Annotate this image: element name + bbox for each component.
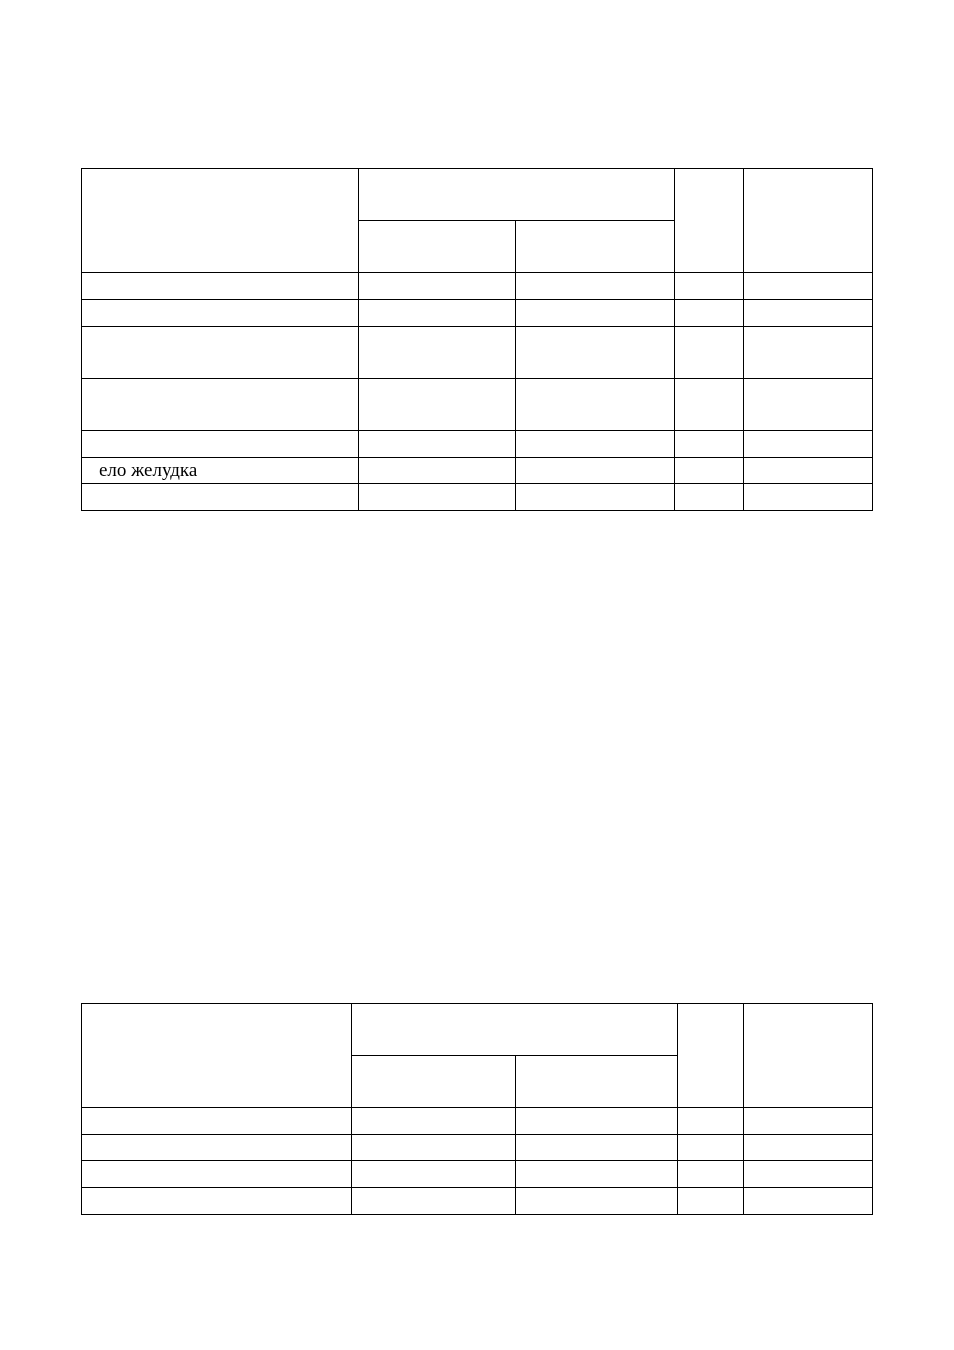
table-cell xyxy=(516,273,675,300)
data-table-1 xyxy=(81,168,873,511)
table-cell xyxy=(675,379,744,431)
table-cell xyxy=(744,273,873,300)
table-cell xyxy=(516,327,675,379)
table-row xyxy=(82,1188,873,1215)
table-row xyxy=(82,273,873,300)
table-cell xyxy=(359,327,516,379)
header-subcell xyxy=(352,1056,516,1108)
table-cell xyxy=(678,1161,744,1188)
table-cell xyxy=(678,1135,744,1161)
table-row xyxy=(82,431,873,458)
table-cell xyxy=(352,1161,516,1188)
table-cell xyxy=(675,431,744,458)
table-cell xyxy=(675,327,744,379)
table-cell xyxy=(82,1188,352,1215)
table-cell xyxy=(744,458,873,484)
table-cell xyxy=(675,458,744,484)
table-cell xyxy=(516,458,675,484)
table-cell xyxy=(516,1188,678,1215)
table-cell xyxy=(744,431,873,458)
table-cell xyxy=(675,273,744,300)
table-cell xyxy=(516,1108,678,1135)
table-row xyxy=(82,327,873,379)
table-cell xyxy=(352,1135,516,1161)
table-cell xyxy=(82,327,359,379)
table-cell xyxy=(675,484,744,511)
table-cell xyxy=(744,484,873,511)
table-cell xyxy=(82,484,359,511)
table-row xyxy=(82,1108,873,1135)
table-cell xyxy=(352,1188,516,1215)
table-cell xyxy=(516,1135,678,1161)
table-cell xyxy=(678,1108,744,1135)
header-cell xyxy=(678,1004,744,1108)
table-cell xyxy=(516,431,675,458)
table-cell xyxy=(744,1188,873,1215)
table-cell xyxy=(82,300,359,327)
table-cell xyxy=(359,458,516,484)
table-cell xyxy=(82,1161,352,1188)
header-group-cell xyxy=(352,1004,678,1056)
table-cell xyxy=(359,484,516,511)
table-cell xyxy=(744,327,873,379)
table-cell xyxy=(516,1161,678,1188)
header-row-top xyxy=(82,169,873,221)
table-cell: ело желудка xyxy=(82,458,359,484)
data-table-2 xyxy=(81,1003,873,1215)
table-cell xyxy=(744,1161,873,1188)
table-cell xyxy=(82,1135,352,1161)
table-row xyxy=(82,1135,873,1161)
table-cell xyxy=(82,273,359,300)
table-row xyxy=(82,458,873,484)
header-subcell xyxy=(516,1056,678,1108)
header-row-top xyxy=(82,1004,873,1056)
table-row xyxy=(82,300,873,327)
header-subcell xyxy=(359,221,516,273)
table-cell xyxy=(516,300,675,327)
table-cell xyxy=(82,431,359,458)
header-cell xyxy=(744,1004,873,1108)
header-cell xyxy=(675,169,744,273)
table-cell xyxy=(744,379,873,431)
table-cell xyxy=(678,1188,744,1215)
table-cell xyxy=(82,1108,352,1135)
header-cell xyxy=(82,1004,352,1108)
header-subcell xyxy=(516,221,675,273)
table-cell xyxy=(516,379,675,431)
table-row xyxy=(82,379,873,431)
table-cell xyxy=(359,431,516,458)
header-group-cell xyxy=(359,169,675,221)
table-cell xyxy=(359,300,516,327)
table-cell xyxy=(744,1135,873,1161)
table-cell xyxy=(516,484,675,511)
table-cell xyxy=(744,300,873,327)
header-cell xyxy=(744,169,873,273)
table-cell xyxy=(675,300,744,327)
table-cell xyxy=(352,1108,516,1135)
table-cell xyxy=(744,1108,873,1135)
table-cell xyxy=(359,273,516,300)
header-cell xyxy=(82,169,359,273)
table-row xyxy=(82,484,873,511)
table-cell xyxy=(359,379,516,431)
table-row xyxy=(82,1161,873,1188)
table-cell xyxy=(82,379,359,431)
